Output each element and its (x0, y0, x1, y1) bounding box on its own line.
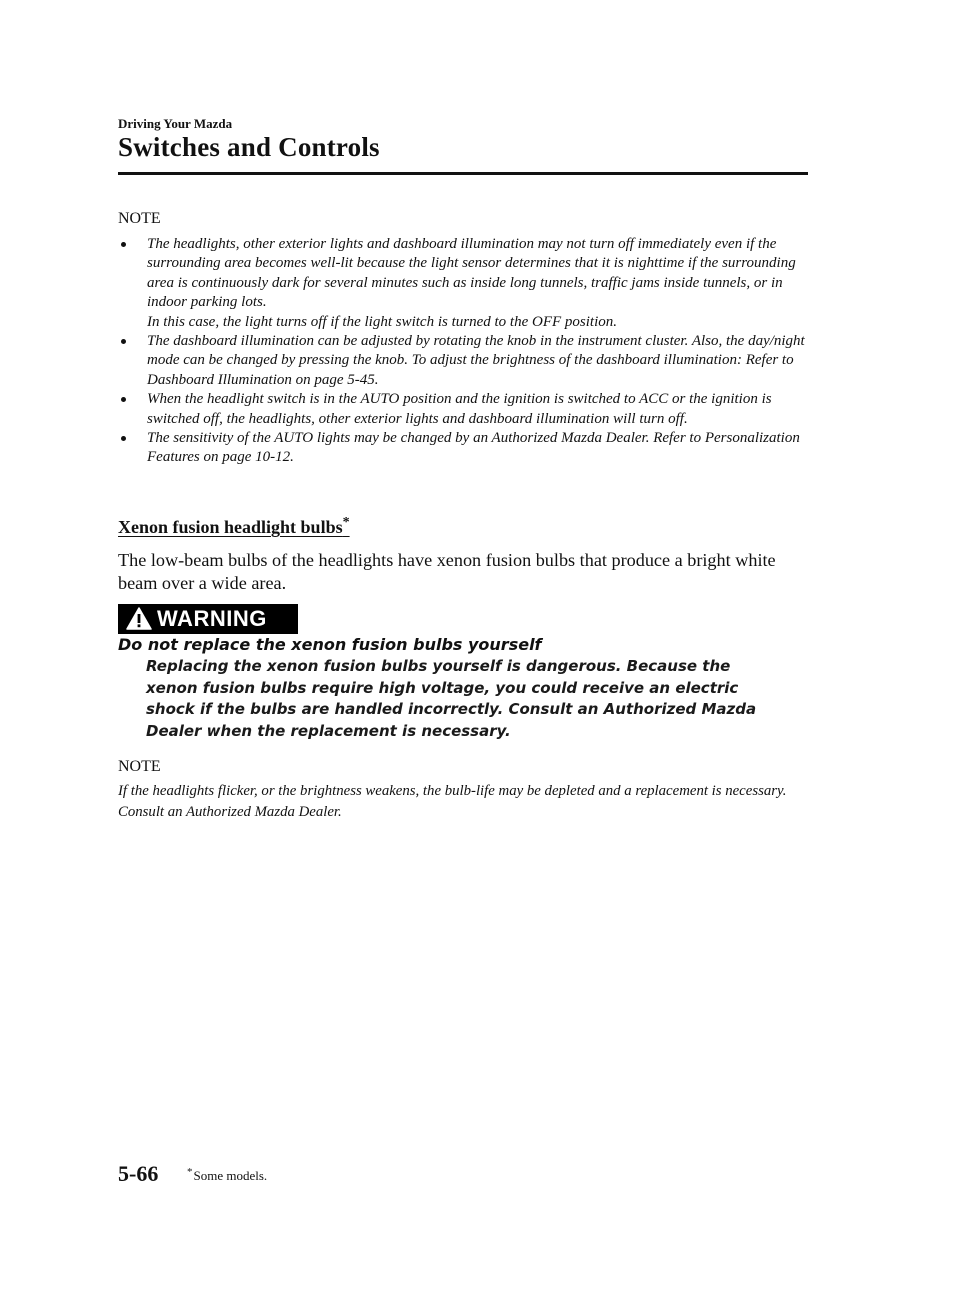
bullet-icon (121, 436, 126, 441)
note-heading: NOTE (118, 210, 161, 227)
warning-label: WARNING (157, 606, 267, 631)
footnote (187, 1168, 267, 1184)
warning-body: Replacing the xenon fusion bulbs yourself is dangerous. Because the xenon fusion bulbs require high voltage, you could receive an electric shock if the bulbs are handled incorrectly. Consult an Authorized Mazda Dealer when the replacement is necessary. (146, 657, 757, 740)
footnote-marker: * (187, 1166, 193, 1178)
bullet-icon (121, 397, 126, 402)
warning-triangle-icon (126, 607, 152, 631)
page-number: 5-66 (118, 1161, 159, 1186)
note-item-text: When the headlight switch is in the AUTO position and the ignition is switched to ACC or the ignition is switched off, the headlights, other exterior lights and dashboard illumination will turn off. (147, 391, 772, 427)
xenon-body: The low-beam bulbs of the headlights have xenon fusion bulbs that produce a bright white beam over a wide area. (118, 550, 776, 593)
note-body: If the headlights flicker, or the brightness weakens, the bulb-life may be depleted and a replacement is necessary. Consult an Authorized Mazda Dealer. (118, 783, 787, 820)
note-item-text-continued: In this case, the light turns off if the light switch is turned to the OFF position. (147, 313, 617, 330)
bullet-icon (121, 339, 126, 344)
some-models-marker: * (342, 515, 350, 530)
note-item-text: The dashboard illumination can be adjusted by rotating the knob in the instrument cluster. Also, the day/night mode can be changed by pressing the knob. To adjust the brightness of the dashboard illumination: Refer to Dashboard Illumination on page 5-45. (147, 333, 805, 388)
warning-badge (118, 604, 298, 634)
note-item-text: The sensitivity of the AUTO lights may be changed by an Authorized Mazda Dealer. Refer to Personalization Features on page 10-12. (147, 430, 800, 466)
note-item (118, 429, 808, 468)
title-rule (118, 172, 808, 175)
note-item (118, 235, 808, 332)
note-list (118, 235, 808, 468)
bullet-icon (121, 242, 126, 247)
xenon-heading-text: Xenon fusion headlight bulbs (118, 517, 343, 537)
note-item (118, 332, 808, 390)
footnote-text: Some models. (193, 1168, 268, 1183)
section-label: Driving Your Mazda (118, 116, 233, 131)
note-item (118, 390, 808, 429)
warning-title: Do not replace the xenon fusion bulbs yourself (118, 635, 542, 654)
xenon-section-heading (118, 517, 350, 538)
note-heading: NOTE (118, 758, 161, 775)
page-title: Switches and Controls (118, 132, 380, 162)
note-item-text: The headlights, other exterior lights and dashboard illumination may not turn off immediately even if the surrounding area becomes well-lit because the light sensor determines that it is nighttime if the surrounding area is continuously dark for several minutes such as inside long tunnels, traffic jams inside tunnels, or in indoor parking lots. (147, 236, 796, 311)
